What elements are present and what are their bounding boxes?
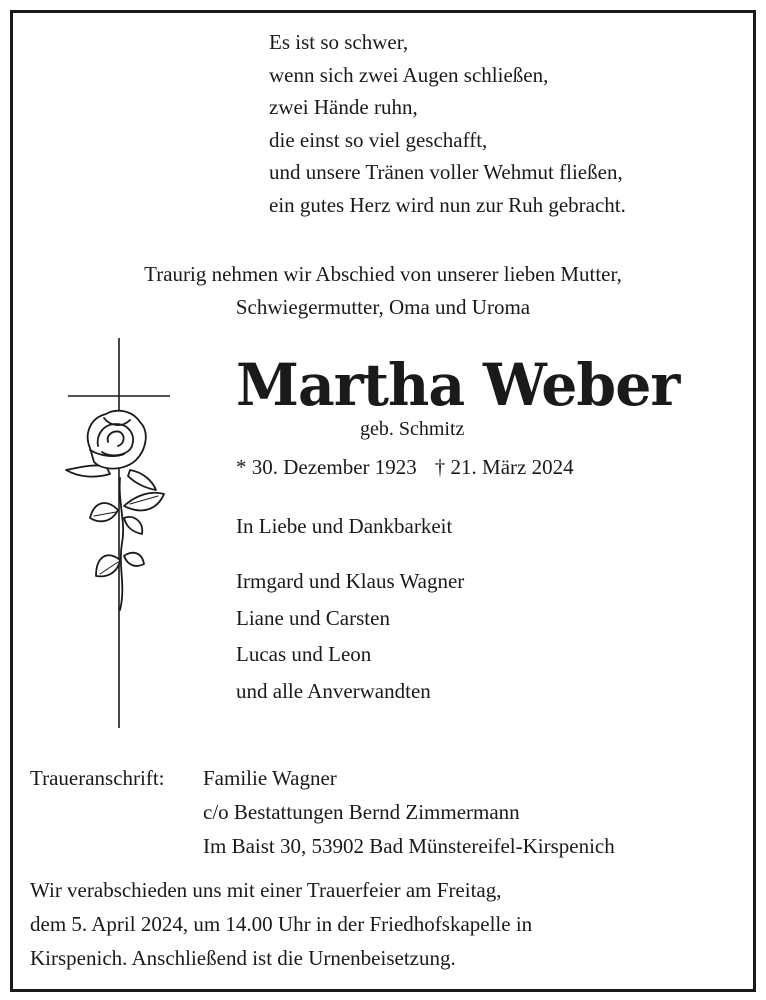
cross-icon — [68, 338, 170, 728]
address-line: Familie Wagner — [203, 766, 337, 790]
address-line: c/o Bestattungen Bernd Zimmermann — [203, 800, 520, 824]
dedication: In Liebe und Dankbarkeit — [236, 514, 453, 538]
poem-line: Es ist so schwer, — [269, 30, 409, 54]
maiden-name: geb. Schmitz — [360, 418, 465, 440]
cross-and-rose — [60, 338, 180, 730]
service-line: dem 5. April 2024, um 14.00 Uhr in der Friedhofskapelle in — [30, 912, 533, 936]
death-date: † 21. März 2024 — [434, 455, 574, 479]
service-line: Kirspenich. Anschließend ist die Urnenbeisetzung. — [30, 946, 456, 970]
poem-line: und unsere Tränen voller Wehmut fließen, — [269, 160, 623, 184]
address-label: Traueranschrift: — [30, 766, 165, 790]
rose-icon — [66, 411, 164, 610]
mourner: und alle Anverwandten — [236, 678, 431, 703]
service-line: Wir verabschieden uns mit einer Trauerfeier am Freitag, — [30, 878, 502, 902]
intro-text — [0, 258, 766, 324]
birth-date: * 30. Dezember 1923 — [236, 455, 417, 479]
poem-line: ein gutes Herz wird nun zur Ruh gebracht. — [269, 192, 626, 217]
intro-line: Schwiegermutter, Oma und Uroma — [235, 295, 531, 319]
poem-line: die einst so viel geschafft, — [269, 127, 488, 152]
poem-line: zwei Hände ruhn, — [269, 95, 418, 119]
intro-line: Traurig nehmen wir Abschied von unserer lieben Mutter, — [144, 262, 622, 286]
deceased-name: Martha Weber — [236, 351, 680, 419]
mourner: Liane und Carsten — [236, 605, 390, 630]
poem — [269, 26, 626, 221]
life-dates — [236, 455, 574, 480]
poem-line: wenn sich zwei Augen schließen, — [269, 62, 549, 87]
service-info — [30, 873, 532, 975]
mourning-address — [30, 761, 615, 863]
mourners-list — [236, 563, 464, 709]
mourner: Irmgard und Klaus Wagner — [236, 569, 465, 593]
address-line: Im Baist 30, 53902 Bad Münstereifel-Kirspenich — [203, 834, 615, 858]
mourner: Lucas und Leon — [236, 642, 372, 666]
